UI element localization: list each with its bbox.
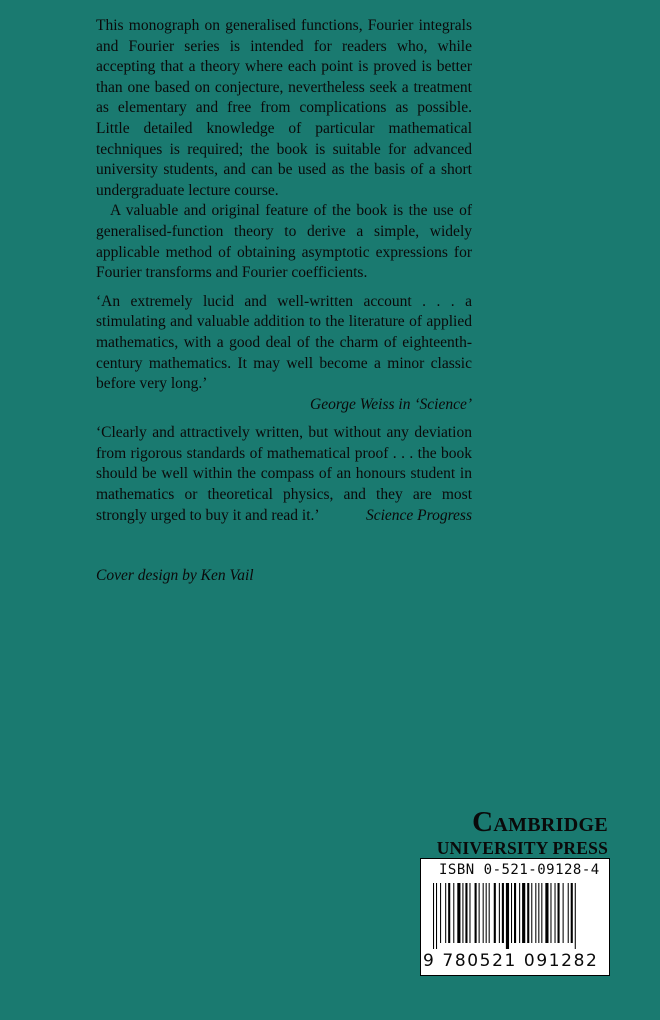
barcode-bar xyxy=(506,883,509,949)
ean-number: 9 780521 091282 xyxy=(423,951,599,971)
barcode-bar xyxy=(457,883,460,943)
barcode-bar xyxy=(448,883,450,943)
barcode-bar xyxy=(465,883,467,943)
barcode-bar xyxy=(469,883,470,943)
barcode-bar xyxy=(514,883,516,943)
barcode-bar xyxy=(440,883,441,943)
barcode-bar xyxy=(453,883,454,943)
barcode-bar xyxy=(555,883,556,943)
barcode-bar xyxy=(489,883,490,943)
barcode-bar xyxy=(499,883,500,943)
publisher-name: Cambridge xyxy=(472,806,608,838)
back-cover-blurb xyxy=(96,16,472,526)
barcode-bar xyxy=(486,883,487,943)
barcode-bar xyxy=(462,883,463,943)
barcode-bar xyxy=(479,883,480,943)
review-quote-1 xyxy=(96,292,472,416)
barcode-bar xyxy=(550,883,551,943)
barcode-bar xyxy=(433,883,434,949)
barcode-bar xyxy=(511,883,512,943)
barcode-bar xyxy=(436,883,437,949)
review-quote-2 xyxy=(96,423,472,526)
barcode-bar xyxy=(545,883,548,943)
barcode-bar xyxy=(571,883,573,943)
review-quote-text: ‘Clearly and attractively written, but without any deviation from rigorous standards of mathematical proof . . . the book should be well within the compass of an honours student in mathematics or theoretical physics, and they are most strongly urged to buy it and read it.’ xyxy=(96,424,472,524)
review-attribution: George Weiss in ‘Science’ xyxy=(310,395,472,413)
barcode-icon xyxy=(433,883,597,949)
review-quote-text: ‘An extremely lucid and well-written account . . . a stimulating and valuable addition to the literature of applied mathematics, with a good deal of the charm of eighteenth-century mathematics. It may well become a minor classic before very long.’ xyxy=(96,292,472,393)
barcode-bar xyxy=(519,883,520,943)
description-paragraph-1: This monograph on generalised functions, Fourier integrals and Fourier series is intended for readers who, while accepting that a theory where each point is proved is better than one based on conjecture, nevertheless seek a treatment as elementary and free from complications as possible. Little detailed knowledge of particular mathematical techniques is required; the book is suitable for advanced university students, and can be used as the basis of a short undergraduate lecture course. xyxy=(96,17,472,199)
barcode-bar xyxy=(575,883,576,949)
description-paragraph-2: A valuable and original feature of the book is the use of generalised-function theory to derive a simple, widely applicable method of obtaining asymptotic expressions for Fourier transforms and Fourier coefficients. xyxy=(96,202,472,282)
barcode-bar xyxy=(558,883,560,943)
barcode-bar xyxy=(483,883,484,943)
barcode-bar xyxy=(475,883,477,943)
isbn-text: ISBN 0-521-09128-4 xyxy=(439,862,600,878)
publisher-logo xyxy=(420,806,608,858)
barcode-bar xyxy=(568,883,569,943)
barcode-bar xyxy=(563,883,564,943)
barcode-bar xyxy=(527,883,529,943)
review-attribution: Science Progress xyxy=(365,506,472,524)
barcode-bar xyxy=(535,883,536,943)
cover-design-credit: Cover design by Ken Vail xyxy=(96,567,254,584)
barcode-bar xyxy=(531,883,532,943)
barcode-bar xyxy=(538,883,539,943)
barcode-bar xyxy=(494,883,496,943)
publisher-subtitle: UNIVERSITY PRESS xyxy=(436,838,608,858)
barcode-label xyxy=(420,858,610,976)
barcode-bar xyxy=(522,883,525,943)
barcode-bar xyxy=(502,883,504,943)
barcode-bar xyxy=(445,883,446,943)
barcode-bar xyxy=(541,883,542,943)
